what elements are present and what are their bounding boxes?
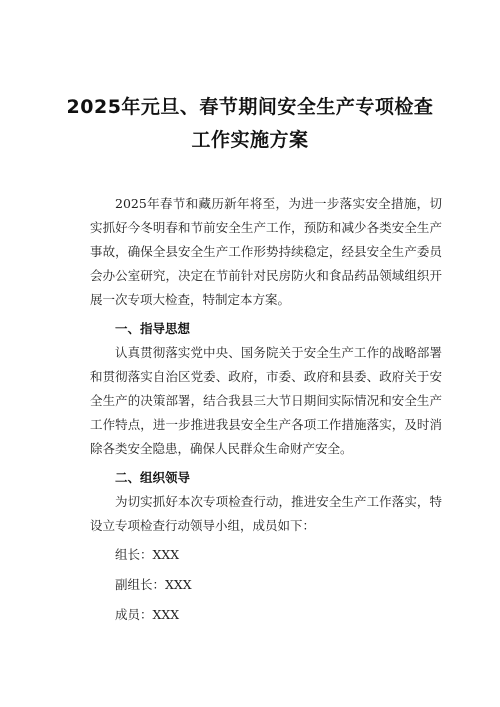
document-title-line-1: 2025年元旦、春节期间安全生产专项检查 — [66, 96, 434, 118]
section-heading-organization: 二、组织领导 — [115, 470, 191, 485]
document-body — [90, 192, 442, 630]
intro-paragraph: 2025年春节和藏历新年将至，为进一步落实安全措施，切实抓好今冬明春和节前安全生产工作，预防和减少各类安全生产事故，确保全县安全生产工作形势持续稳定，经县安全生产委员会办公室研究，决定在节前针对民房防火和食品药品领域组织开展一次专项大检查，特制定本方案。 — [90, 196, 442, 307]
document-title-line-2: 工作实施方案 — [191, 129, 309, 151]
member-members: 成员：XXX — [115, 607, 180, 622]
section-heading-guiding-ideology: 一、指导思想 — [115, 321, 191, 336]
member-leader: 组长：XXX — [115, 547, 180, 562]
member-deputy-leader: 副组长：XXX — [115, 577, 192, 592]
section-paragraph-guiding-ideology: 认真贯彻落实党中央、国务院关于安全生产工作的战略部署和贯彻落实自治区党委、政府，市委、政府和县委、政府关于安全生产的决策部署，结合我县三大节日期间实际情况和安全生产工作特点，进一步推进我县安全生产各项工作措施落实，及时消除各类安全隐患，确保人民群众生命财产安全。 — [90, 345, 442, 456]
section-paragraph-organization: 为切实抓好本次专项检查行动，推进安全生产工作落实，特设立专项检查行动领导小组，成员如下： — [90, 494, 442, 533]
